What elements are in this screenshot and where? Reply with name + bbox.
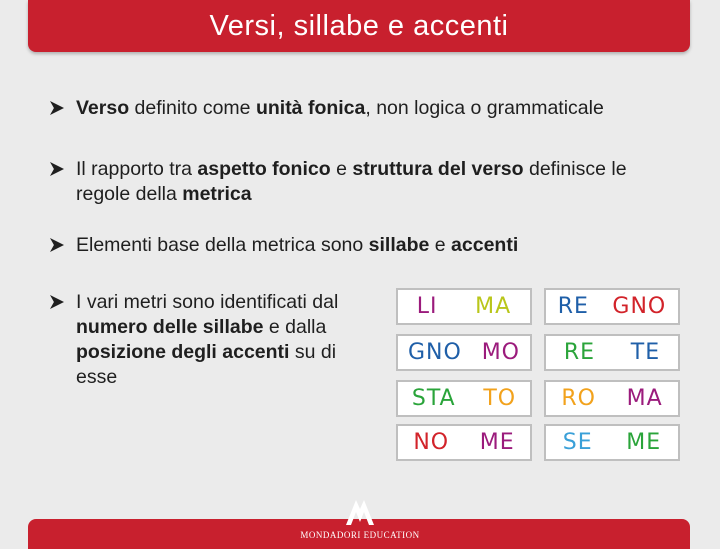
text-run: , non logica o grammaticale [365, 97, 604, 119]
text-run: e dalla [263, 316, 327, 338]
bullet-metri [50, 290, 360, 390]
syllable: NO [413, 430, 450, 455]
syllable-table [396, 288, 682, 460]
bold-term: accenti [451, 234, 519, 256]
bullet-text [76, 96, 604, 121]
bold-term: posizione degli accenti [76, 341, 290, 363]
syllable: TE [630, 340, 661, 365]
bullet-verso [50, 96, 670, 121]
syllable-cell [396, 380, 532, 417]
syllable: RE [557, 294, 589, 319]
bullet-elementi [50, 233, 670, 258]
bold-term: aspetto fonico [197, 158, 331, 180]
arrow-bullet-icon [50, 162, 64, 176]
arrow-bullet-icon [50, 295, 64, 309]
bold-term: unità fonica [255, 97, 366, 119]
syllable-cell [396, 424, 532, 461]
bullet-text [76, 157, 670, 207]
bullet-text [76, 290, 360, 390]
arrow-bullet-icon [50, 101, 64, 115]
syllable-cell [544, 424, 680, 461]
syllable-cell [544, 380, 680, 417]
syllable: GNO [407, 340, 462, 365]
syllable: RO [561, 386, 596, 411]
bold-term: metrica [182, 183, 252, 205]
syllable-cell [396, 334, 532, 371]
syllable-cell [544, 334, 680, 371]
bold-term: Verso [76, 97, 130, 119]
text-run: su di esse [76, 341, 337, 388]
syllable: GNO [612, 294, 667, 319]
text-run: definisce le regole della [76, 158, 627, 205]
syllable: TO [483, 386, 517, 411]
text-run: e [429, 234, 452, 256]
bold-term: sillabe [368, 234, 430, 256]
syllable: RE [563, 340, 596, 365]
title-bar [28, 0, 690, 52]
text-run: definito come [129, 97, 256, 119]
text-run: e [330, 158, 353, 180]
arrow-bullet-icon [50, 238, 64, 252]
text-run: Il rapporto tra [76, 158, 198, 180]
bold-term: numero delle sillabe [76, 316, 264, 338]
syllable: MA [626, 386, 663, 411]
text-run: I vari metri sono identificati dal [76, 291, 339, 313]
syllable-cell [396, 288, 532, 325]
syllable: SE [562, 430, 593, 455]
syllable: MA [475, 294, 512, 319]
bullet-text [76, 233, 518, 258]
syllable-cell [544, 288, 680, 325]
syllable: STA [411, 386, 456, 411]
bullet-rapporto [50, 157, 670, 207]
syllable: MO [481, 340, 521, 365]
syllable: LI [416, 294, 438, 319]
bold-term: struttura del verso [352, 158, 524, 180]
syllable: ME [626, 430, 662, 455]
syllable: ME [479, 430, 515, 455]
text-run: Elementi base della metrica sono [76, 234, 369, 256]
mondadori-m-icon [342, 496, 378, 526]
slide-title: Versi, sillabe e accenti [209, 9, 509, 42]
footer-logo-text: MONDADORI EDUCATION [300, 530, 420, 540]
mondadori-logo [0, 496, 720, 526]
